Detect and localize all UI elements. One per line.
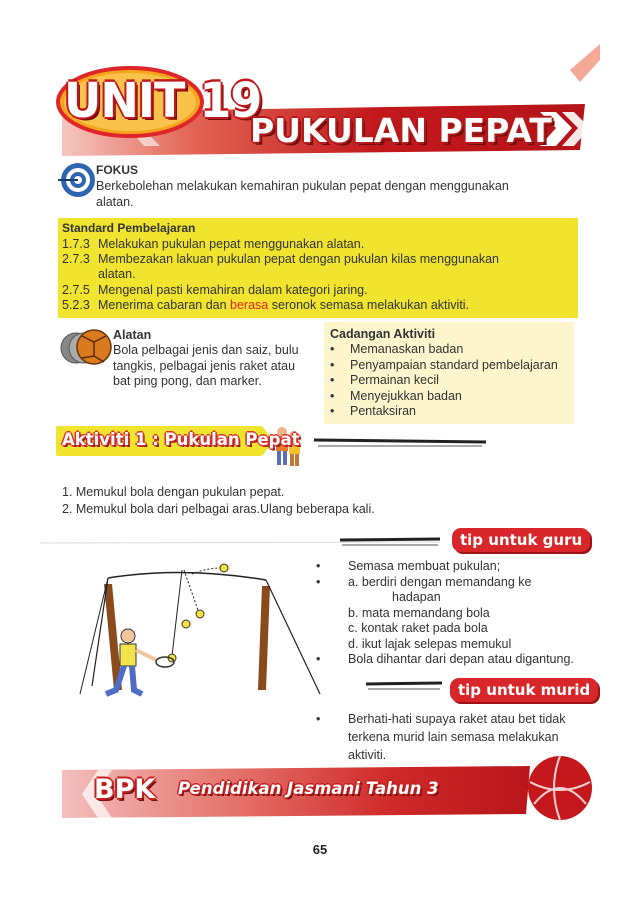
- standard-text: Membezakan lakuan pukulan pepat dengan pukulan kilas menggunakan alatan.: [98, 252, 499, 281]
- sub-item: a. berdiri dengan memandang ke: [348, 574, 532, 589]
- standard-code: 2.7.5: [62, 283, 90, 297]
- standard-code: 2.7.3: [62, 252, 90, 266]
- tip-murid-divider: [360, 676, 446, 696]
- standard-text-part: seronok semasa melakukan aktiviti.: [271, 298, 470, 312]
- pukulan-illustration: [62, 556, 327, 706]
- list-item: • Penyampaian standard pembelajaran: [330, 358, 558, 374]
- standard-item: [62, 298, 538, 313]
- list-item: • Permainan kecil: [330, 373, 558, 389]
- standard-item: [62, 252, 538, 282]
- highlight-word: berasa: [230, 298, 269, 312]
- tip-guru-badge: tip untuk guru: [452, 528, 590, 552]
- standard-text: [98, 298, 538, 313]
- list-item: 1. Memukul bola dengan pukulan pepat.: [62, 485, 285, 499]
- list-item: • Menyejukkan badan: [330, 389, 558, 405]
- standard-text: Mengenal pasti kemahiran dalam kategori jaring.: [98, 283, 368, 297]
- cadangan-list: [330, 342, 558, 420]
- page-title: PUKULAN PEPAT: [250, 111, 552, 150]
- list-item: • Semasa membuat pukulan;: [316, 559, 586, 575]
- standard-code: 5.2.3: [62, 298, 90, 312]
- brand-logo: BPK: [94, 774, 156, 805]
- list-item: • Pentaksiran: [330, 404, 558, 420]
- list-item: 2. Memukul bola dari pelbagai aras.Ulang beberapa kali.: [62, 502, 375, 516]
- tip-murid-badge: tip untuk murid: [450, 678, 598, 702]
- focus-text: Berkebolehan melakukan kemahiran pukulan pepat dengan menggunakan alatan.: [96, 179, 509, 209]
- footer-title: Pendidikan Jasmani Tahun 3: [178, 779, 439, 798]
- list-item: • Bola dihantar dari depan atau digantung.: [316, 652, 586, 668]
- sub-item-continued: hadapan: [392, 590, 441, 604]
- standard-item: [62, 237, 538, 252]
- cadangan-title: Cadangan Aktiviti: [330, 327, 436, 341]
- standard-text: Melakukan pukulan pepat menggunakan alatan.: [98, 237, 365, 251]
- target-icon: [56, 160, 100, 200]
- alatan-text: Bola pelbagai jenis dan saiz, bulu tangkis, pelbagai jenis raket atau bat ping pong, dan marker.: [113, 343, 299, 388]
- standard-code: 1.7.3: [62, 237, 90, 251]
- page-number: 65: [312, 842, 328, 857]
- tip-guru-list: [316, 559, 586, 668]
- standard-text-part: Menerima cabaran dan: [98, 298, 227, 312]
- unit-label: UNIT 19: [64, 71, 262, 129]
- activity-title: Aktiviti 1 : Pukulan Pepat: [62, 430, 300, 449]
- list-item: • Berhati-hati supaya raket atau bet tidak terkena murid lain semasa melakukan aktiviti.: [316, 710, 576, 764]
- activity-steps: [62, 484, 375, 518]
- sub-item: b. mata memandang bola: [348, 605, 490, 620]
- sub-item: d. ikut lajak selepas memukul: [348, 636, 512, 651]
- alatan-title: Alatan: [113, 328, 152, 342]
- list-item: • Memanaskan badan: [330, 342, 558, 358]
- sub-item: c. kontak raket pada bola: [348, 621, 488, 635]
- standard-title: Standard Pembelajaran: [62, 221, 196, 235]
- focus-title: FOKUS: [96, 163, 138, 177]
- standard-item: [62, 283, 538, 298]
- balls-icon: [60, 324, 114, 370]
- list-item: [316, 575, 586, 606]
